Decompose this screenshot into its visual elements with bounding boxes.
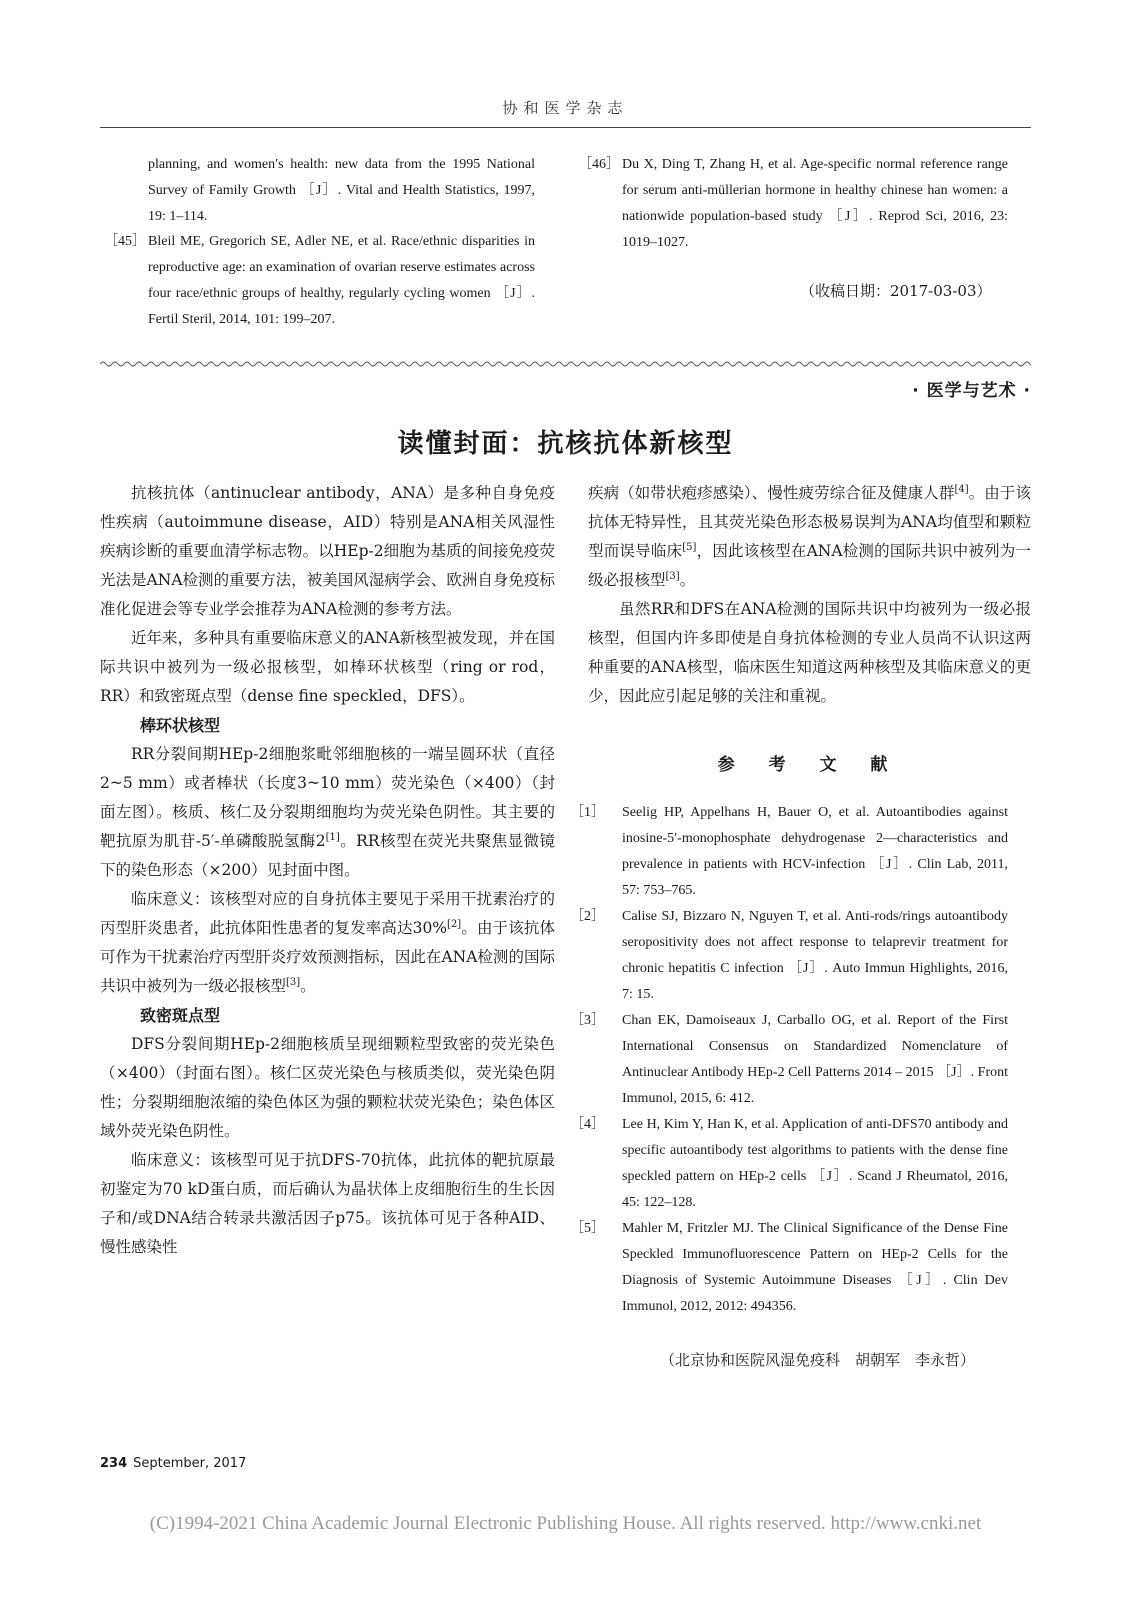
citation-4: [4]: [954, 483, 969, 495]
prev-ref-46-text: Du X, Ding T, Zhang H, et al. Age-specific normal reference range for serum anti-müllerian hormone in healthy chinese han women: a nationwide population-based study ［J］. Reprod Sci, 2016, 23: 1019–1027.: [622, 157, 1008, 250]
conclusion-paragraph: 虽然RR和DFS在ANA检测的国际共识中均被列为一级必报核型，但国内许多即使是自身抗体检测的专业人员尚不认识这两种重要的ANA核型，临床医生知道这两种核型及其临床意义的更少，因此应引起足够的关注和重视。: [588, 600, 1031, 705]
issue-date: September, 2017: [133, 1456, 247, 1471]
wavy-separator: [100, 360, 1031, 368]
page-number: 234: [100, 1456, 128, 1471]
heading-dense-fine-speckled: 致密斑点型: [140, 1006, 221, 1025]
journal-header: 协和医学杂志: [502, 99, 629, 117]
article-title: 读懂封面：抗核抗体新核型: [397, 429, 734, 459]
left-column: [100, 479, 555, 1262]
reference-item: ［5］ Mahler M, Fritzler MJ. The Clinical Significance of the Dense Fine Speckled Immunofluorescence Pattern on HEp-2 Cells for the Diagnosis of Systemic Autoimmune Diseases ［J］. Clin Dev Immunol, 2012, 2012: 494356.: [570, 1221, 1008, 1314]
page-footer: [100, 1456, 246, 1471]
rr-clinical-paragraph: 临床意义：该核型对应的自身抗体主要见于采用干扰素治疗的丙型肝炎患者，此抗体阳性患者的复发率高达30%[2]。由于该抗体可作为干扰素治疗丙型肝炎疗效预测指标，因此在ANA检测的国际共识中被列为一级必报核型[3]。: [100, 890, 555, 995]
reference-item: ［3］ Chan EK, Damoiseaux J, Carballo OG, et al. Report of the First International Consensus on Standardized Nomenclature of Antinuclear Antibody HEp-2 Cell Patterns 2014 – 2015 ［J］. Front Immunol, 2015, 6: 412.: [570, 1013, 1008, 1106]
received-date: （收稿日期：2017-03-03）: [800, 282, 992, 300]
prev-ref-45-text: Bleil ME, Gregorich SE, Adler NE, et al. Race/ethnic disparities in reproductive age: an examination of ovarian reserve estimates across four race/ethnic groups of healthy, regularly cycling women ［J］. Fertil Steril, 2014, 101: 199–207.: [148, 234, 535, 327]
intro-paragraph: 抗核抗体（antinuclear antibody，ANA）是多种自身免疫性疾病（autoimmune disease，AID）特别是ANA相关风湿性疾病诊断的重要血清学标志物。以HEp-2细胞为基质的间接免疫荧光法是ANA检测的重要方法，被美国风湿病学会、欧洲自身免疫标准化促进会等专业学会推荐为ANA检测的参考方法。: [100, 484, 555, 618]
rr-description-paragraph: RR分裂间期HEp-2细胞浆毗邻细胞核的一端呈圆环状（直径2~5 mm）或者棒状（长度3~10 mm）荧光染色（×400）（封面左图）。核质、核仁及分裂期细胞均为荧光染色阴性。其主要的靶抗原为肌苷-5′-单磷酸脱氢酶2[1]。RR核型在荧光共聚焦显微镜下的染色形态（×200）见封面中图。: [100, 745, 556, 879]
prev-ref-45: [104, 229, 535, 333]
header-rule: [100, 127, 1031, 128]
citation-3: [3]: [286, 976, 301, 988]
citation-3b: [3]: [665, 570, 680, 582]
reference-list: [570, 800, 1008, 1320]
citation-2: [2]: [447, 918, 462, 930]
prev-ref-46: [578, 152, 1008, 256]
right-column: [588, 479, 1031, 711]
author-affiliation: （北京协和医院风湿免疫科 胡朝军 李永哲）: [660, 1351, 976, 1369]
dfs-clinical-continued-paragraph: 疾病（如带状疱疹感染）、慢性疲劳综合征及健康人群[4]。由于该抗体无特异性，且其荧光染色形态极易误判为ANA均值型和颗粒型而误导临床[5]，因此该核型在ANA检测的国际共识中被列为一级必报核型[3]。: [588, 483, 1031, 589]
citation-5: [5]: [682, 541, 697, 553]
citation-1: [1]: [325, 831, 340, 843]
reference-item: ［2］ Calise SJ, Bizzaro N, Nguyen T, et al. Anti-rods/rings autoantibody seropositivity does not affect response to telaprevir treatment for chronic hepatitis C infection ［J］. Auto Immun Highlights, 2016, 7: 15.: [570, 909, 1008, 1002]
references-title: 参 考 文 献: [717, 755, 902, 775]
dfs-clinical-paragraph: 临床意义：该核型可见于抗DFS-70抗体，此抗体的靶抗原最初鉴定为70 kD蛋白质，而后确认为晶状体上皮细胞衍生的生长因子和/或DNA结合转录共激活因子p75。该抗体可见于各种AID、慢性感染性: [100, 1151, 555, 1256]
new-patterns-paragraph: 近年来，多种具有重要临床意义的ANA新核型被发现，并在国际共识中被列为一级必报核型，如棒环状核型（ring or rod，RR）和致密斑点型（dense fine speckled，DFS）。: [100, 629, 555, 705]
section-tag: · 医学与艺术 ·: [912, 381, 1031, 401]
copyright-watermark: (C)1994-2021 China Academic Journal Electronic Publishing House. All rights reserved. http://www.cnki.net: [149, 1513, 982, 1534]
reference-item: ［1］ Seelig HP, Appelhans H, Bauer O, et al. Autoantibodies against inosine-5′-monophosphate dehydrogenase 2—characteristics and prevalence in patients with HCV-infection ［J］. Clin Lab, 2011, 57: 753–765.: [570, 805, 1008, 898]
dfs-description-paragraph: DFS分裂间期HEp-2细胞核质呈现细颗粒型致密的荧光染色（×400）（封面右图）。核仁区荧光染色与核质类似，荧光染色阴性；分裂期细胞浓缩的染色体区为强的颗粒状荧光染色；染色体区域外荧光染色阴性。: [100, 1035, 555, 1140]
prev-ref-continuation-text: planning, and women′s health: new data from the 1995 National Survey of Family Growth ［J］. Vital and Health Statistics, 1997, 19: 1–114.: [148, 157, 535, 224]
prev-ref-continuation: [148, 152, 535, 230]
prev-ref-45-number: ［45］: [104, 234, 146, 249]
prev-ref-46-number: ［46］: [578, 157, 620, 172]
heading-rods-rings: 棒环状核型: [140, 716, 221, 735]
reference-item: ［4］ Lee H, Kim Y, Han K, et al. Application of anti-DFS70 antibody and specific autoantibody test algorithms to patients with the dense fine speckled pattern on HEp-2 cells ［J］. Scand J Rheumatol, 2016, 45: 122–128.: [570, 1117, 1008, 1210]
